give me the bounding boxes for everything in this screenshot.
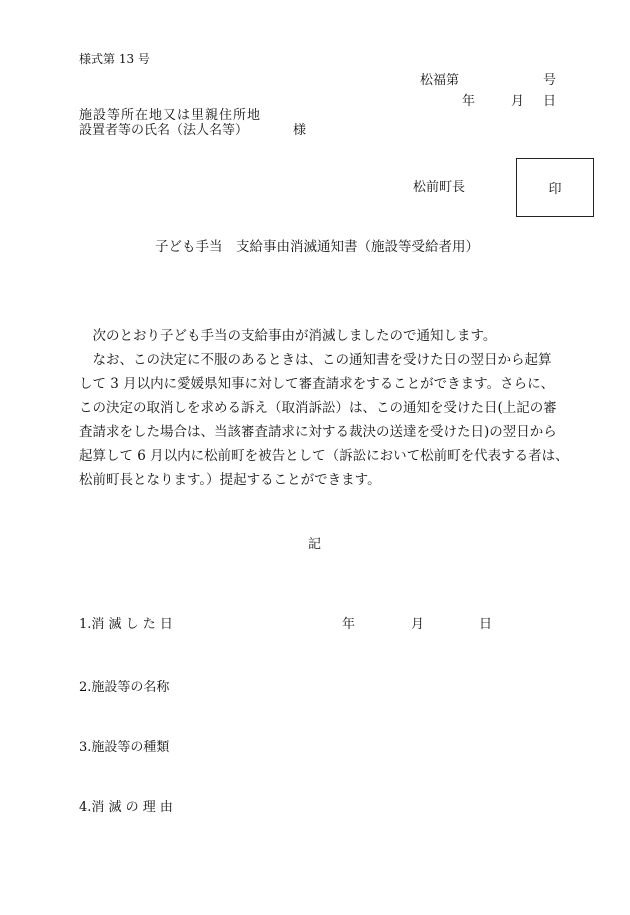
item-extinction-date: 1.消 滅 し た 日 [79,617,173,632]
extinction-date-year: 年 [342,617,356,632]
sender-title: 松前町長 [413,180,466,195]
item-facility-name: 2.施設等の名称 [79,680,170,695]
issue-date-month: 月 [511,94,525,109]
recipient-honorific: 様 [293,123,307,138]
extinction-date-day: 日 [479,617,493,632]
body-text [79,324,569,492]
body-line: 起算して 6 月以内に松前町を被告として（訴訟において松前町を代表する者は、 [79,448,569,464]
reference-number-suffix: 号 [543,73,557,88]
body-line: 松前町長となります。）提起することができます。 [79,472,381,488]
issue-date-year: 年 [462,94,476,109]
seal-label: 印 [548,182,562,197]
recipient-name-label: 設置者等の氏名（法人名等） [79,123,249,138]
item-facility-type: 3.施設等の種類 [79,740,170,755]
body-line: なお、この決定に不服のあるときは、この通知書を受けた日の翌日から起算 [79,352,552,368]
body-line: して 3 月以内に愛媛県知事に対して審査請求をすることができます。さらに、 [79,376,555,392]
body-line: 次のとおり子ども手当の支給事由が消滅しましたので通知します。 [79,328,497,344]
issue-date-day: 日 [543,94,557,109]
item-extinction-reason: 4.消 滅 の 理 由 [79,800,173,815]
seal-box [516,158,594,217]
reference-number-prefix: 松福第 [420,73,460,88]
body-line: この決定の取消しを求める訴え（取消訴訟）は、この通知を受けた日(上記の審 [79,400,557,416]
extinction-date-month: 月 [411,617,425,632]
body-line: 査請求をした場合は、当該審査請求に対する裁決の送達を受けた日)の翌日から [79,424,557,440]
recipient-address-label: 施設等所在地又は里親住所地 [79,108,262,123]
form-number: 様式第 13 号 [79,52,150,66]
ki-heading: 記 [308,537,322,552]
document-title: 子ども手当 支給事由消滅通知書（施設等受給者用） [155,239,479,255]
